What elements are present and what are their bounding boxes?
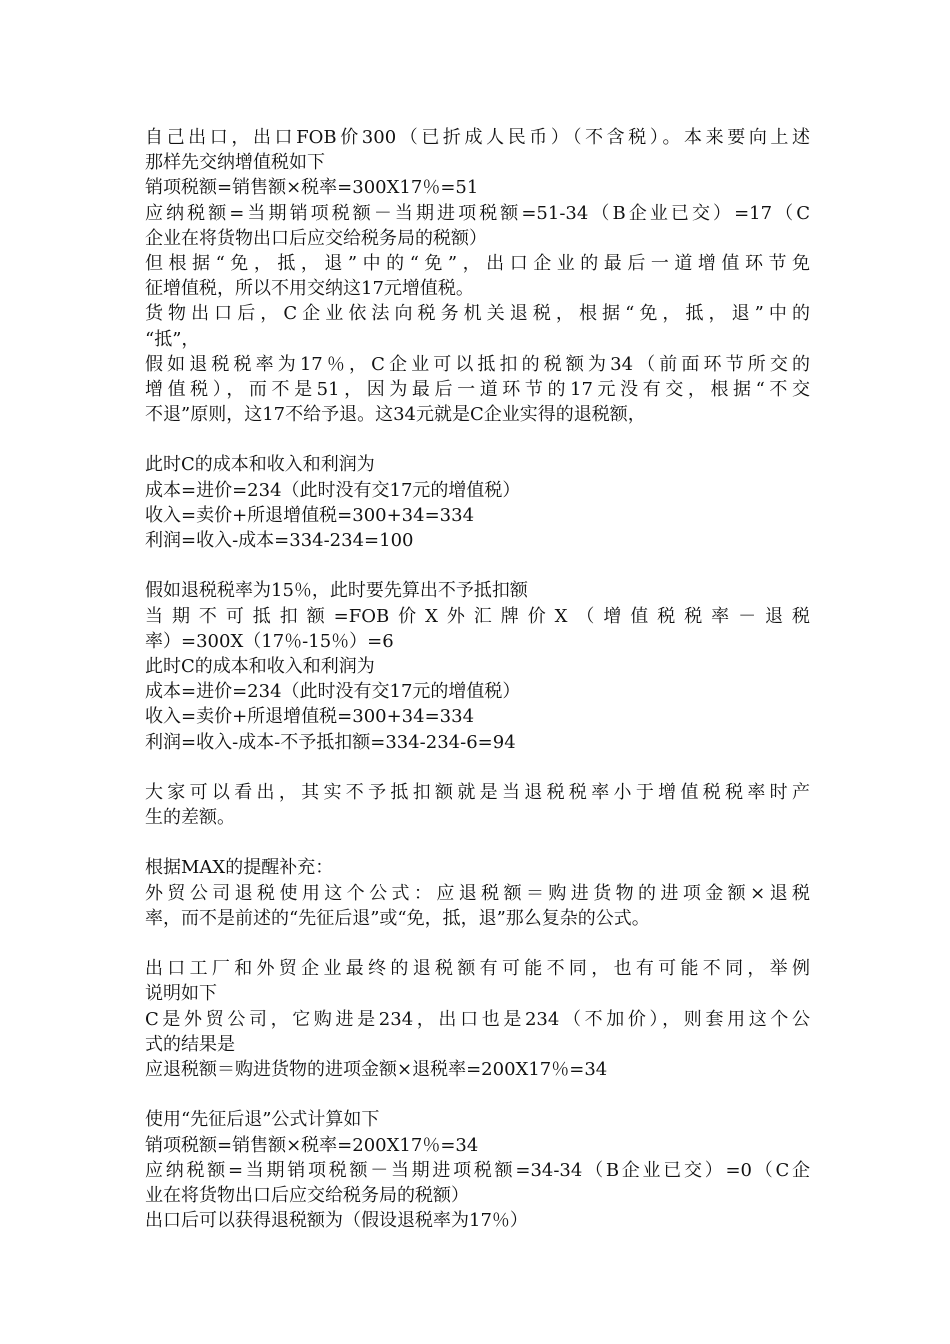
text-line: 假如退税税率为17％，C企业可以抵扣的税额为34（前面环节所交的 <box>145 353 810 375</box>
text-line: 出口工厂和外贸企业最终的退税额有可能不同，也有可能不同，举例 <box>145 958 810 980</box>
text-line: 销项税额=销售额×税率=300X17％=51 <box>145 177 479 199</box>
text-line: 当期不可抵扣额=FOB价X外汇牌价X（增值税税率－退税 <box>145 605 810 627</box>
text-line: 应纳税额=当期销项税额－当期进项税额=34-34（B企业已交）=0（C企 <box>145 1159 810 1181</box>
text-line: 生的差额。 <box>145 807 235 829</box>
text-line: 那样先交纳增值税如下 <box>145 152 325 174</box>
text-line: 销项税额=销售额×税率=200X17％=34 <box>145 1134 479 1156</box>
blank-line <box>145 931 810 956</box>
text-line: 假如退税税率为15％，此时要先算出不予抵扣额 <box>145 580 528 602</box>
text-line: 企业在将货物出口后应交给税务局的税额） <box>145 227 487 249</box>
text-line: 此时C的成本和收入和利润为 <box>145 655 375 677</box>
text-line: 率）=300X（17％-15％）=6 <box>145 630 394 652</box>
text-line: 但根据“免，抵，退”中的“免”，出口企业的最后一道增值环节免 <box>145 252 810 274</box>
text-line: 收入=卖价+所退增值税=300+34=334 <box>145 706 475 728</box>
blank-line <box>145 1082 810 1107</box>
document-body <box>145 125 810 1233</box>
text-line: 率，而不是前述的“先征后退”或“免，抵，退”那么复杂的公式。 <box>145 907 650 929</box>
text-line: 应纳税额=当期销项税额－当期进项税额=51-34（B企业已交）=17（C <box>145 202 810 224</box>
text-line: 使用“先征后退”公式计算如下 <box>145 1109 380 1131</box>
text-line: 成本=进价=234（此时没有交17元的增值税） <box>145 681 521 703</box>
text-line: 征增值税，所以不用交纳这17元增值税。 <box>145 278 474 300</box>
text-line: 自己出口，出口FOB价300（已折成人民币）（不含税）。本来要向上述 <box>145 127 810 148</box>
text-line: 利润=收入-成本=334-234=100 <box>145 530 414 551</box>
text-line: 式的结果是 <box>145 1033 235 1055</box>
blank-line <box>145 427 810 452</box>
blank-line <box>145 553 810 578</box>
text-line: 出口后可以获得退税额为（假设退税率为17％） <box>145 1210 528 1232</box>
text-line: 利润=收入-成本-不予抵扣额=334-234-6=94 <box>145 731 516 753</box>
text-line: 外贸公司退税使用这个公式：应退税额＝购进货物的进项金额×退税 <box>145 882 810 904</box>
text-line: 业在将货物出口后应交给税务局的税额） <box>145 1184 469 1206</box>
text-line: 应退税额＝购进货物的进项金额×退税率=200X17％=34 <box>145 1058 608 1080</box>
text-line: 此时C的成本和收入和利润为 <box>145 454 375 476</box>
text-line: 货物出口后，C企业依法向税务机关退税，根据“免，抵，退”中的 <box>145 303 810 325</box>
text-line: “抵”， <box>145 328 200 350</box>
text-line: 说明如下 <box>145 983 217 1005</box>
text-line: 成本=进价=234（此时没有交17元的增值税） <box>145 479 521 501</box>
text-line: 增值税），而不是51，因为最后一道环节的17元没有交，根据“不交 <box>145 378 810 400</box>
text-line: 收入=卖价+所退增值税=300+34=334 <box>145 504 475 526</box>
text-line: C是外贸公司，它购进是234，出口也是234（不加价），则套用这个公 <box>145 1008 810 1030</box>
text-line: 根据MAX的提醒补充： <box>145 857 334 879</box>
text-line: 大家可以看出，其实不予抵扣额就是当退税税率小于增值税税率时产 <box>145 781 810 803</box>
blank-line <box>145 830 810 855</box>
blank-line <box>145 755 810 780</box>
text-line: 不退”原则，这17不给予退。这34元就是C企业实得的退税额， <box>145 404 646 426</box>
